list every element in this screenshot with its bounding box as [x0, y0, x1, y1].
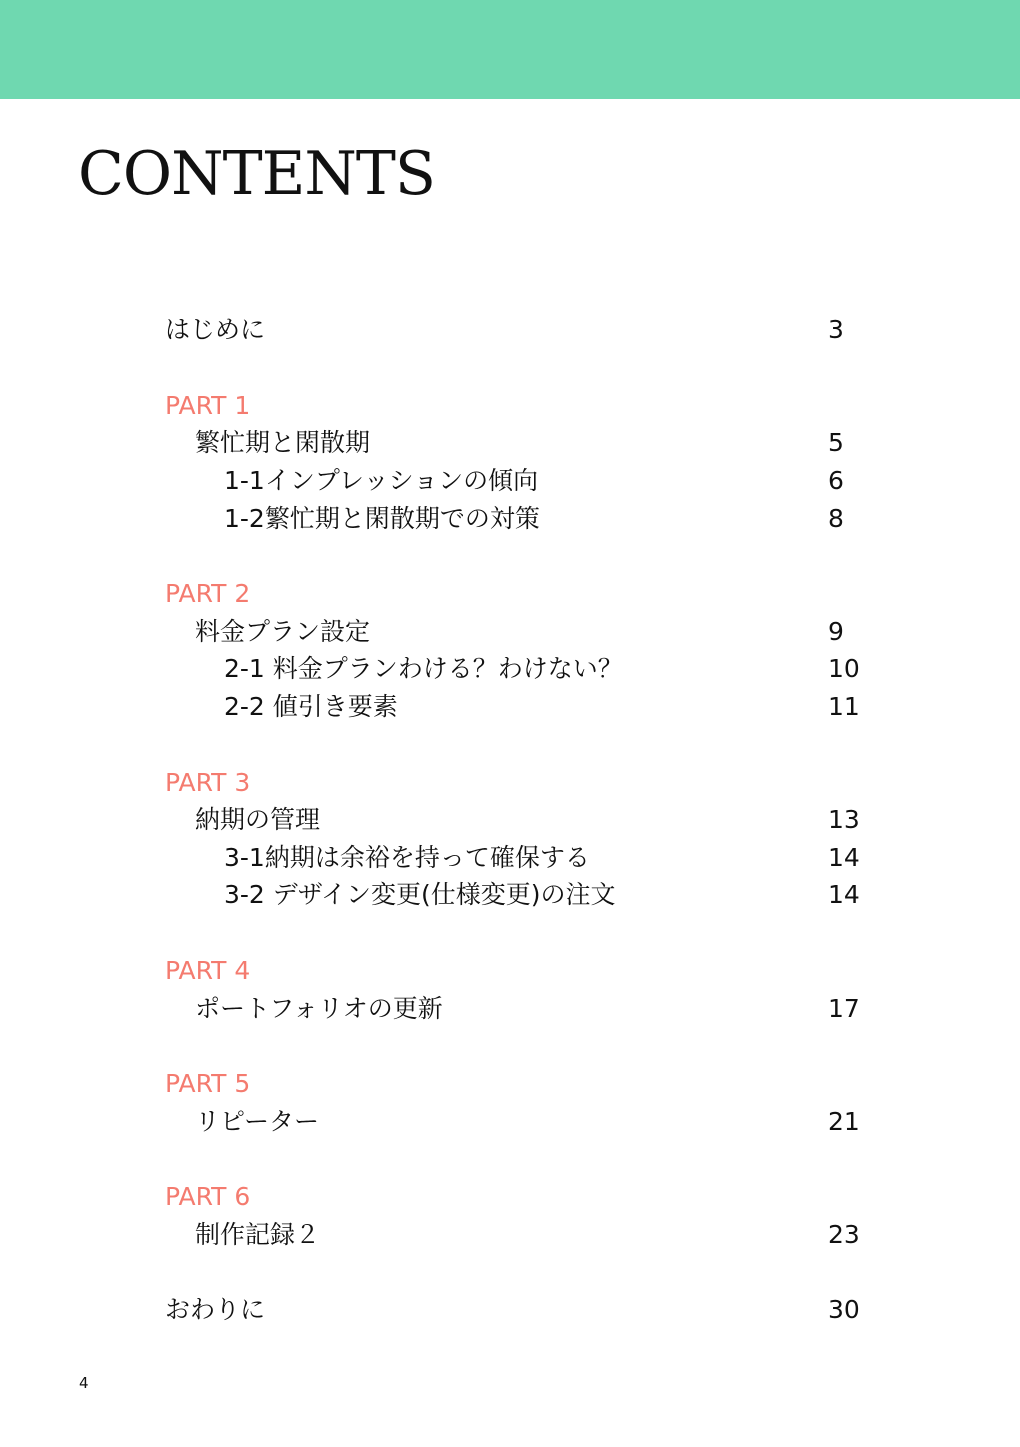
toc-entry-label: おわりに [165, 1295, 266, 1324]
toc-entry-chapter-5[interactable] [0, 1104, 1020, 1140]
toc-entry-chapter-1[interactable] [0, 425, 1020, 461]
toc-entry-page: 6 [828, 466, 844, 495]
part-heading-3 [0, 765, 1020, 801]
page-title: CONTENTS [78, 139, 436, 209]
toc-entry-page: 14 [828, 843, 860, 872]
part-heading-2 [0, 576, 1020, 612]
toc-entry-label: 1-2繁忙期と閑散期での対策 [224, 504, 540, 533]
toc-entry-page: 11 [828, 692, 860, 721]
toc-entry-label: 繁忙期と閑散期 [195, 428, 371, 457]
toc-entry-page: 13 [828, 805, 860, 834]
page-number: 4 [79, 1374, 89, 1392]
toc-entry-page: 17 [828, 994, 860, 1023]
toc-entry-page: 30 [828, 1295, 860, 1324]
toc-entry-chapter-4[interactable] [0, 991, 1020, 1027]
toc-entry-section-2-2[interactable] [0, 689, 1020, 725]
part-heading-5 [0, 1066, 1020, 1102]
toc-entry-section-2-1[interactable] [0, 651, 1020, 687]
toc-entry-intro[interactable] [0, 312, 1020, 348]
toc-entry-page: 5 [828, 428, 844, 457]
toc-entry-page: 9 [828, 617, 844, 646]
toc-entry-label: 料金プラン設定 [195, 617, 371, 646]
toc-entry-section-3-1[interactable] [0, 840, 1020, 876]
part-label: PART 2 [165, 579, 251, 608]
part-label: PART 5 [165, 1069, 251, 1098]
toc-entry-label: リピーター [195, 1107, 320, 1136]
toc-entry-label: 制作記録２ [195, 1220, 321, 1249]
part-heading-4 [0, 953, 1020, 989]
toc-entry-label: 3-1納期は余裕を持って確保する [224, 843, 590, 872]
toc-entry-page: 3 [828, 315, 844, 344]
toc-entry-outro[interactable] [0, 1292, 1020, 1328]
part-heading-6 [0, 1179, 1020, 1215]
part-label: PART 6 [165, 1182, 251, 1211]
toc-entry-label: 1-1インプレッションの傾向 [224, 466, 539, 495]
toc-entry-label: 2-1 料金プランわける？わけない？ [224, 654, 623, 683]
toc-entry-label: 2-2 値引き要素 [224, 692, 398, 721]
toc-entry-page: 8 [828, 504, 844, 533]
part-heading-1 [0, 388, 1020, 424]
toc-entry-label: 納期の管理 [195, 805, 321, 834]
toc-entry-section-1-1[interactable] [0, 463, 1020, 499]
toc-entry-chapter-2[interactable] [0, 614, 1020, 650]
toc-entry-page: 14 [828, 880, 860, 909]
part-label: PART 1 [165, 391, 251, 420]
toc-entry-chapter-3[interactable] [0, 802, 1020, 838]
toc-entry-page: 23 [828, 1220, 860, 1249]
toc-entry-section-3-2[interactable] [0, 877, 1020, 913]
header-band [0, 0, 1020, 99]
toc-entry-chapter-6[interactable] [0, 1217, 1020, 1253]
toc-entry-page: 21 [828, 1107, 860, 1136]
toc-entry-page: 10 [828, 654, 860, 683]
part-label: PART 3 [165, 768, 251, 797]
toc-entry-section-1-2[interactable] [0, 501, 1020, 537]
toc-entry-label: はじめに [165, 315, 266, 344]
part-label: PART 4 [165, 956, 251, 985]
toc-entry-label: 3-2 デザイン変更(仕様変更)の注文 [224, 880, 616, 909]
toc-entry-label: ポートフォリオの更新 [195, 994, 443, 1023]
